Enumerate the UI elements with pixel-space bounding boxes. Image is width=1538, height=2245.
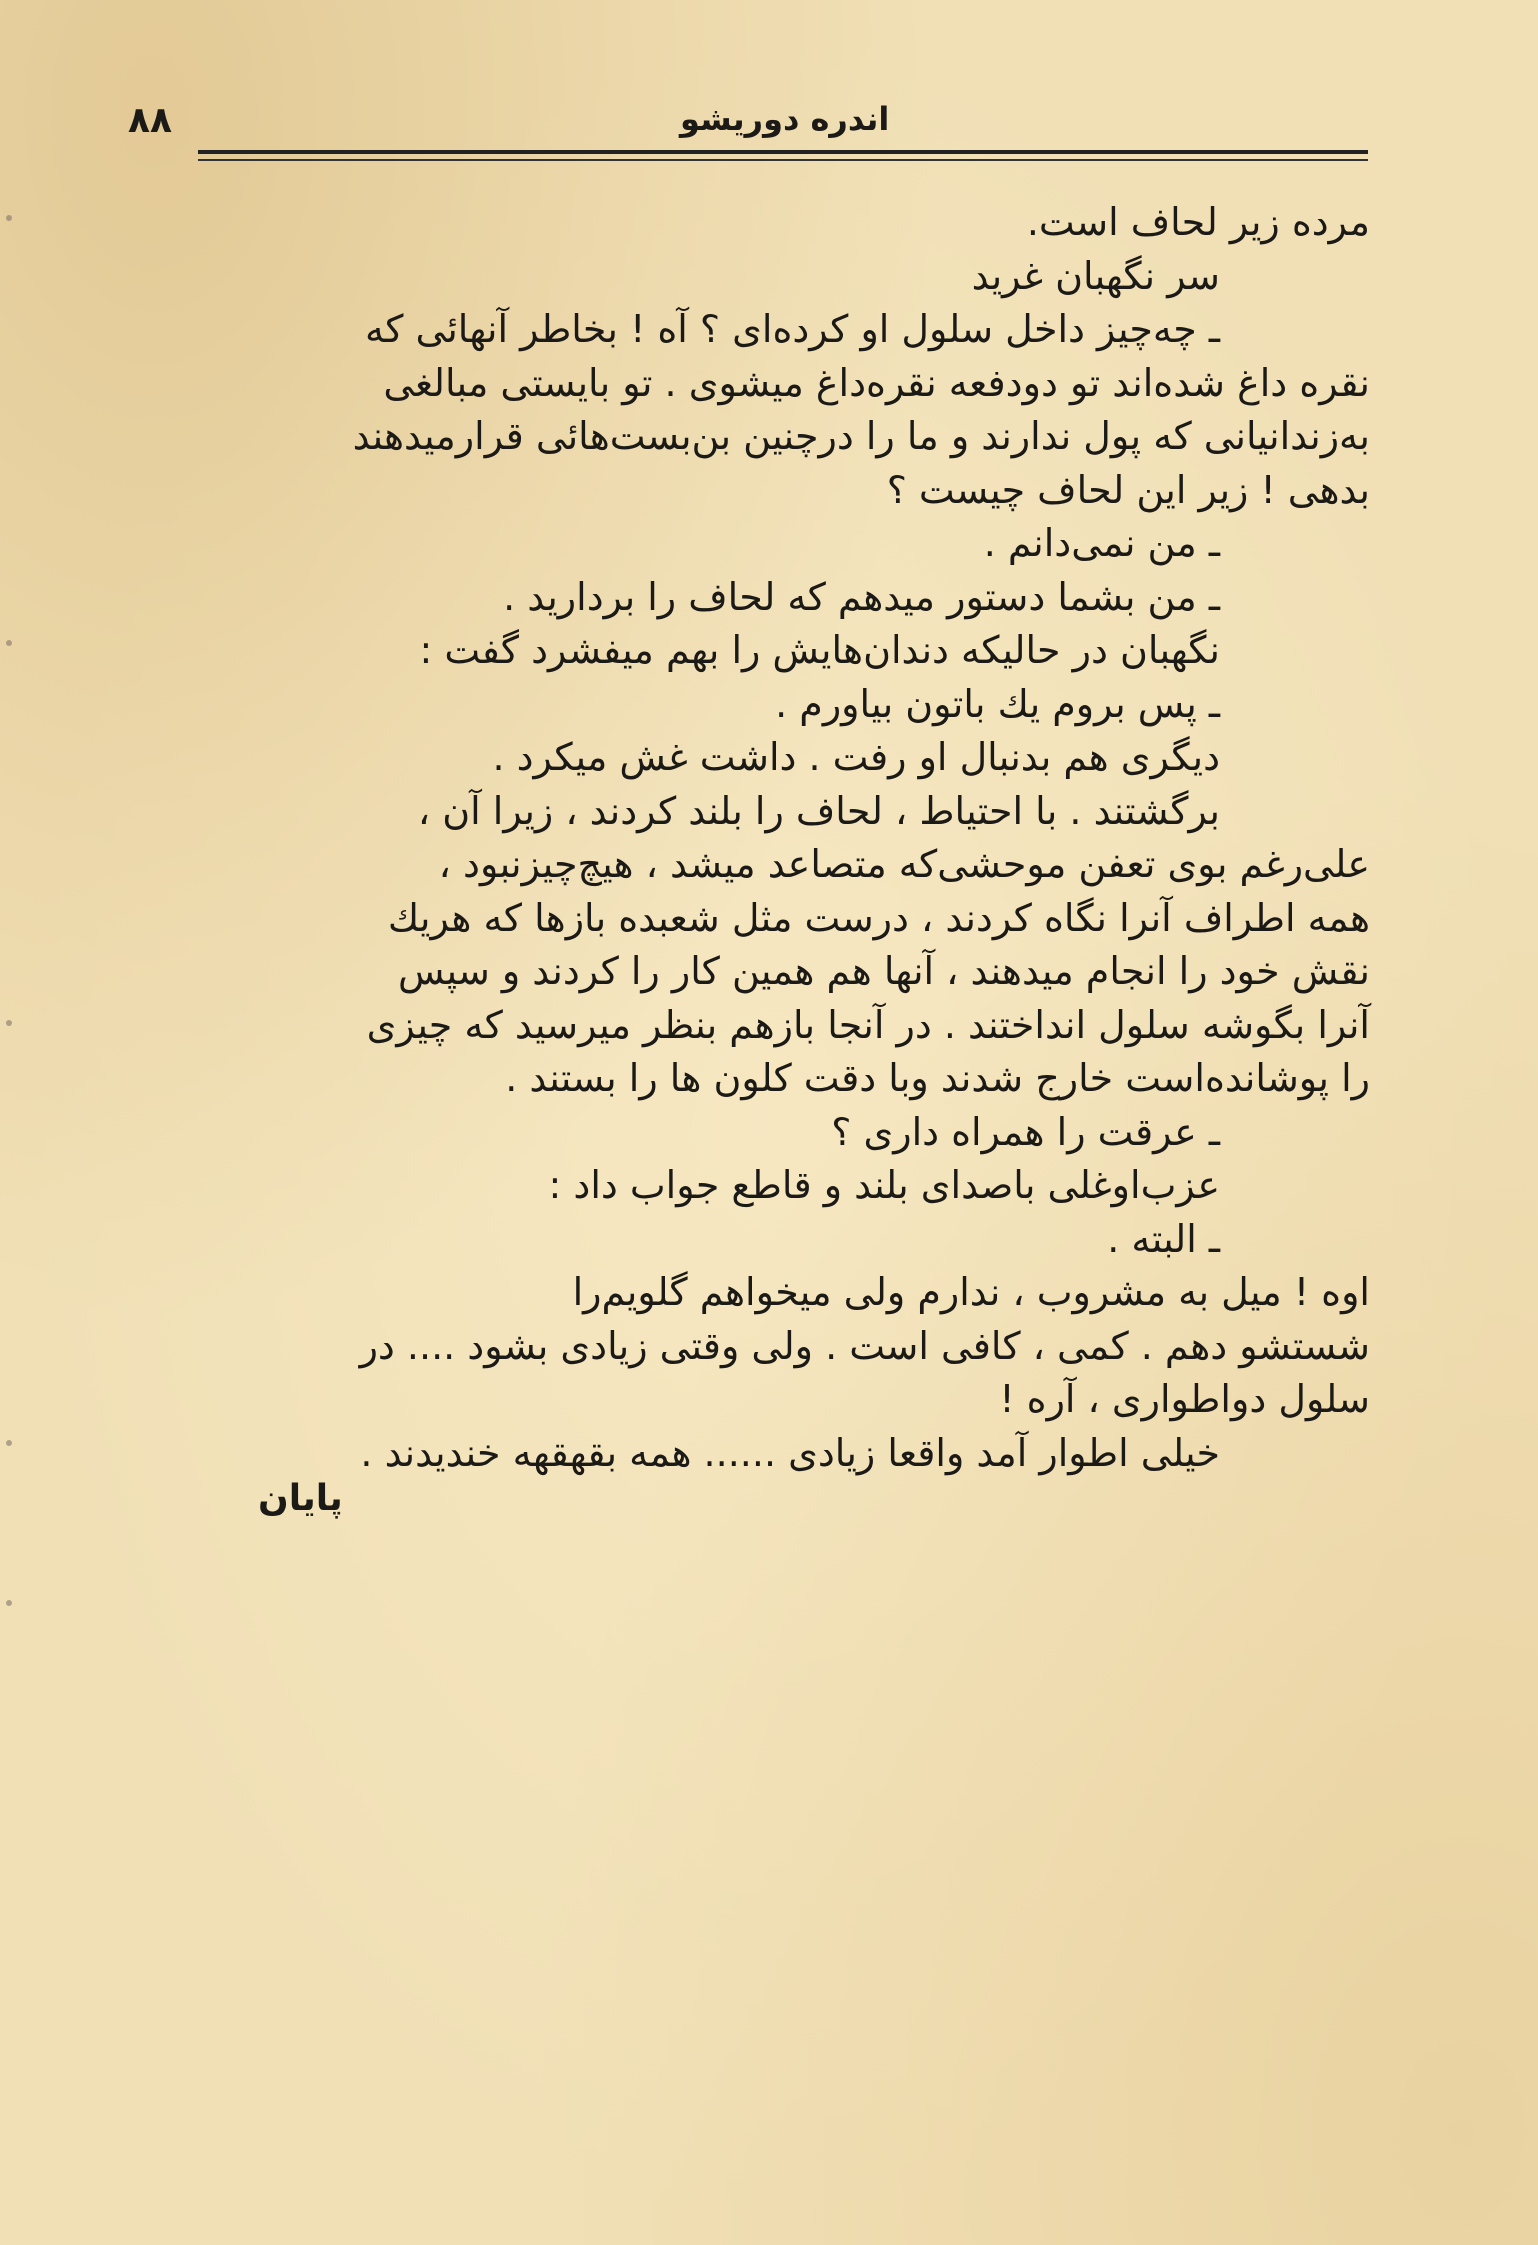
- end-mark: پایان: [258, 1478, 343, 1519]
- text-line: عزب‌اوغلی باصدای بلند و قاطع جواب داد :: [548, 1163, 1220, 1207]
- binding-hole: [6, 1440, 12, 1446]
- running-title: اندره دوریشو: [680, 100, 890, 138]
- text-line: همه اطراف آنرا نگاه کردند ، درست مثل شعبده بازها که هریك: [387, 895, 1370, 940]
- page-number: ۸۸: [128, 100, 172, 141]
- text-line: علی‌رغم بوی تعفن موحشی‌که متصاعد میشد ، هیچ‌چیزنبود ،: [438, 842, 1370, 886]
- binding-hole: [6, 1020, 12, 1026]
- binding-hole: [6, 215, 12, 221]
- text-line: برگشتند . با احتیاط ، لحاف را بلند کردند ، زیرا آن ،: [417, 788, 1220, 833]
- text-line: دیگری هم بدنبال او رفت . داشت غش میکرد .: [492, 735, 1220, 779]
- body-text: [175, 196, 1370, 1480]
- text-line: خیلی اطوار آمد واقعا زیادی ...... همه بقهقهه خندیدند .: [360, 1430, 1220, 1475]
- text-line: مرده زیر لحاف است.: [1026, 200, 1370, 244]
- text-line: نگهبان در حالیکه دندان‌هایش را بهم میفشرد گفت :: [419, 628, 1220, 672]
- text-line: ـ پس بروم یك باتون بیاورم .: [775, 681, 1220, 726]
- text-line: را پوشانده‌است خارج شدند وبا دقت کلون ها را بستند .: [505, 1056, 1370, 1100]
- text-line: ـ عرقت را همراه داری ؟: [831, 1109, 1220, 1154]
- text-line: نقره داغ شده‌اند تو دودفعه نقره‌داغ میشوی . تو بایستی مبالغی: [383, 360, 1370, 405]
- text-line: نقش خود را انجام میدهند ، آنها هم همین کار را کردند و سپس: [398, 949, 1370, 993]
- text-line: سلول دواطواری ، آره !: [999, 1377, 1370, 1421]
- header-rule: [198, 150, 1368, 154]
- text-line: شستشو دهم . کمی ، کافی است . ولی وقتی زیادی بشود .... در: [359, 1323, 1370, 1368]
- text-line: اوه ! میل به مشروب ، ندارم ولی میخواهم گلویم‌را: [572, 1270, 1370, 1314]
- binding-holes: [0, 0, 30, 2245]
- binding-hole: [6, 1600, 12, 1606]
- binding-hole: [6, 640, 12, 646]
- text-line: بدهی ! زیر این لحاف چیست ؟: [886, 467, 1370, 512]
- text-line: ـ من نمی‌دانم .: [983, 521, 1220, 565]
- text-line: ـ چه‌چیز داخل سلول او کرده‌ای ؟ آه ! بخاطر آنهائی که: [365, 307, 1220, 351]
- text-line: به‌زندانیانی که پول ندارند و ما را درچنین بن‌بست‌هائی قرارمیدهند: [352, 414, 1370, 458]
- text-line: سر نگهبان غرید: [971, 253, 1220, 298]
- header-rule-secondary: [198, 159, 1368, 161]
- text-line: آنرا بگوشه سلول انداختند . در آنجا بازهم بنظر میرسید که چیزی: [366, 1002, 1370, 1047]
- text-line: ـ البته .: [1107, 1216, 1220, 1261]
- text-line: ـ من بشما دستور میدهم که لحاف را بردارید .: [503, 574, 1220, 619]
